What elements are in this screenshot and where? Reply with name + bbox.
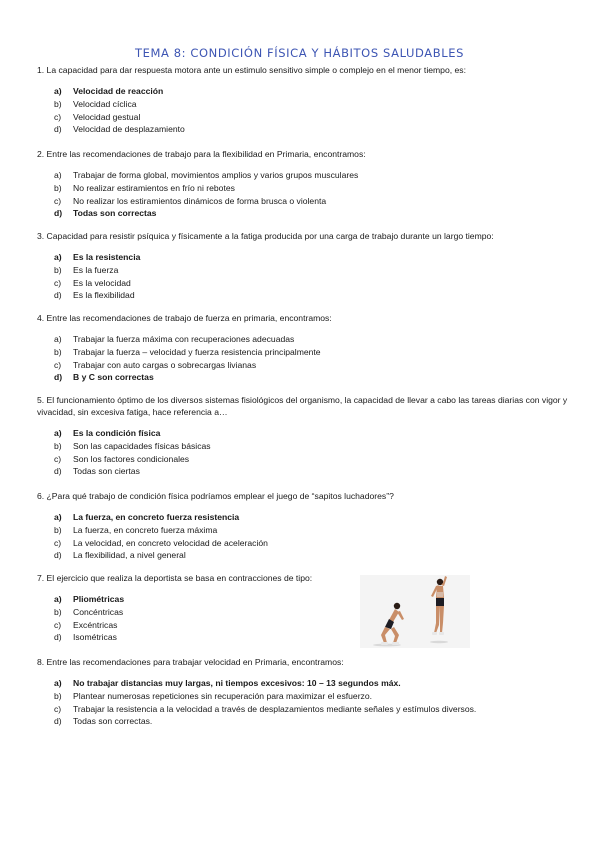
answer-option bbox=[37, 289, 577, 302]
option-letter: b) bbox=[54, 606, 62, 617]
option-text: Trabajar la fuerza máxima con recuperaciones adecuadas bbox=[73, 334, 295, 344]
option-letter: a) bbox=[54, 428, 62, 438]
option-letter: d) bbox=[54, 372, 63, 383]
option-text: No trabajar distancias muy largas, ni tiempos excesivos: 10 – 13 segundos máx. bbox=[73, 678, 401, 688]
answer-option bbox=[37, 631, 577, 644]
option-text: Todas son correctas bbox=[73, 208, 157, 219]
answer-option-correct bbox=[37, 677, 577, 690]
question-text: 7. El ejercicio que realiza la deportista se basa en contracciones de tipo: bbox=[37, 573, 313, 583]
answer-option-correct bbox=[37, 371, 577, 384]
option-letter: c) bbox=[54, 277, 62, 288]
question-text: 2. Entre las recomendaciones de trabajo para la flexibilidad en Primaria, encontramos: bbox=[37, 149, 366, 159]
question-text: 5. El funcionamiento óptimo de los diversos sistemas fisiológicos del organismo, la capacidad de llevar a cabo las tareas diarias con vigor y vivacidad, sin excesiva fatiga, hace referencia a… bbox=[37, 395, 568, 417]
options-list bbox=[37, 677, 577, 728]
option-text: Son las capacidades físicas básicas bbox=[73, 440, 211, 451]
option-letter: b) bbox=[54, 98, 62, 109]
option-text: Plantear numerosas repeticiones sin recuperación para maximizar el esfuerzo. bbox=[73, 690, 373, 701]
option-text: Concéntricas bbox=[73, 606, 124, 617]
options-list bbox=[37, 169, 577, 220]
option-text: Es la resistencia bbox=[73, 252, 141, 262]
answer-option-correct bbox=[37, 427, 577, 440]
option-letter: c) bbox=[54, 111, 62, 122]
options-list bbox=[37, 85, 577, 136]
question-3 bbox=[37, 230, 577, 302]
question-text: 8. Entre las recomendaciones para trabajar velocidad en Primaria, encontramos: bbox=[37, 657, 344, 667]
option-letter: a) bbox=[54, 252, 62, 262]
option-text: Velocidad gestual bbox=[73, 111, 141, 122]
option-text: No realizar los estiramientos dinámicos de forma brusca o violenta bbox=[73, 195, 327, 206]
option-letter: a) bbox=[54, 170, 62, 180]
option-text: La velocidad, en concreto velocidad de aceleración bbox=[73, 537, 268, 548]
option-letter: b) bbox=[54, 690, 62, 701]
option-text: Trabajar la fuerza – velocidad y fuerza resistencia principalmente bbox=[73, 346, 321, 357]
answer-option bbox=[37, 606, 577, 619]
option-letter: b) bbox=[54, 264, 62, 275]
question-5 bbox=[37, 394, 577, 478]
option-letter: b) bbox=[54, 440, 62, 451]
question-8 bbox=[37, 656, 577, 728]
answer-option bbox=[37, 182, 577, 195]
option-letter: b) bbox=[54, 524, 62, 535]
option-text: Isométricas bbox=[73, 632, 117, 643]
answer-option bbox=[37, 440, 577, 453]
question-text: 3. Capacidad para resistir psíquica y físicamente a la fatiga producida por una carga de trabajo durante un largo tiempo: bbox=[37, 231, 494, 241]
option-letter: d) bbox=[54, 550, 62, 561]
answer-option bbox=[37, 169, 577, 182]
option-letter: c) bbox=[54, 619, 62, 630]
question-text: 1. La capacidad para dar respuesta motora ante un estimulo sensitivo simple o complejo en el menor tiempo, es: bbox=[37, 65, 466, 75]
question-2 bbox=[37, 148, 577, 220]
answer-option bbox=[37, 453, 577, 466]
options-list bbox=[37, 251, 577, 302]
option-text: Todas son correctas. bbox=[73, 716, 153, 727]
option-letter: a) bbox=[54, 86, 62, 96]
answer-option-correct bbox=[37, 251, 577, 264]
option-letter: c) bbox=[54, 537, 62, 548]
answer-option-correct bbox=[37, 511, 577, 524]
option-letter: d) bbox=[54, 208, 63, 219]
option-text: No realizar estiramientos en frío ni rebotes bbox=[73, 182, 235, 193]
answer-option-correct bbox=[37, 593, 577, 606]
question-6 bbox=[37, 490, 577, 562]
answer-option bbox=[37, 277, 577, 290]
option-letter: a) bbox=[54, 512, 62, 522]
option-letter: b) bbox=[54, 346, 62, 357]
answer-option-correct bbox=[37, 207, 577, 220]
option-letter: d) bbox=[54, 632, 62, 643]
answer-option bbox=[37, 703, 577, 716]
option-letter: a) bbox=[54, 594, 62, 604]
answer-option bbox=[37, 619, 577, 632]
option-text: B y C son correctas bbox=[73, 372, 154, 383]
options-list bbox=[37, 333, 577, 384]
question-4 bbox=[37, 312, 577, 384]
option-letter: d) bbox=[54, 290, 62, 301]
option-letter: c) bbox=[54, 453, 62, 464]
answer-option bbox=[37, 111, 577, 124]
option-letter: d) bbox=[54, 466, 62, 477]
options-list bbox=[37, 427, 577, 478]
option-letter: b) bbox=[54, 182, 62, 193]
answer-option bbox=[37, 98, 577, 111]
option-letter: c) bbox=[54, 703, 62, 714]
answer-option bbox=[37, 549, 577, 562]
document-title: TEMA 8: CONDICIÓN FÍSICA Y HÁBITOS SALUDABLES bbox=[134, 45, 464, 60]
question-1 bbox=[37, 64, 577, 136]
answer-option bbox=[37, 333, 577, 346]
question-7 bbox=[37, 572, 577, 644]
athlete-jump-squat-photo bbox=[360, 575, 470, 648]
answer-option bbox=[37, 715, 577, 728]
answer-option bbox=[37, 524, 577, 537]
answer-option bbox=[37, 537, 577, 550]
option-letter: a) bbox=[54, 334, 62, 344]
option-text: Todas son ciertas bbox=[73, 466, 140, 477]
question-text: 6. ¿Para qué trabajo de condición física podríamos emplear el juego de “sapitos luchadores”? bbox=[37, 491, 394, 501]
option-letter: d) bbox=[54, 716, 62, 727]
option-letter: c) bbox=[54, 359, 62, 370]
answer-option-correct bbox=[37, 85, 577, 98]
answer-option bbox=[37, 264, 577, 277]
option-text: Es la velocidad bbox=[73, 277, 131, 288]
answer-option bbox=[37, 195, 577, 208]
option-text: Velocidad cíclica bbox=[73, 98, 137, 109]
option-letter: a) bbox=[54, 678, 62, 688]
option-text: Pliométricas bbox=[73, 594, 125, 604]
answer-option bbox=[37, 346, 577, 359]
option-text: La flexibilidad, a nivel general bbox=[73, 550, 186, 561]
answer-option bbox=[37, 123, 577, 136]
answer-option bbox=[37, 359, 577, 372]
option-text: Es la fuerza bbox=[73, 264, 119, 275]
option-letter: d) bbox=[54, 124, 62, 135]
option-text: Trabajar de forma global, movimientos amplios y varios grupos musculares bbox=[73, 170, 359, 180]
option-text: Velocidad de reacción bbox=[73, 86, 164, 96]
option-text: Es la condición física bbox=[73, 428, 161, 438]
options-list bbox=[37, 511, 577, 562]
answer-option bbox=[37, 690, 577, 703]
options-list bbox=[37, 593, 577, 644]
option-text: La fuerza, en concreto fuerza resistencia bbox=[73, 512, 240, 522]
question-text: 4. Entre las recomendaciones de trabajo de fuerza en primaria, encontramos: bbox=[37, 313, 332, 323]
option-text: Velocidad de desplazamiento bbox=[73, 124, 185, 135]
option-letter: c) bbox=[54, 195, 62, 206]
option-text: La fuerza, en concreto fuerza máxima bbox=[73, 524, 218, 535]
option-text: Son los factores condicionales bbox=[73, 453, 190, 464]
option-text: Excéntricas bbox=[73, 619, 118, 630]
option-text: Trabajar la resistencia a la velocidad a través de desplazamientos mediante señales y estímulos diversos. bbox=[73, 703, 477, 714]
option-text: Trabajar con auto cargas o sobrecargas livianas bbox=[73, 359, 257, 370]
answer-option bbox=[37, 465, 577, 478]
option-text: Es la flexibilidad bbox=[73, 290, 135, 301]
